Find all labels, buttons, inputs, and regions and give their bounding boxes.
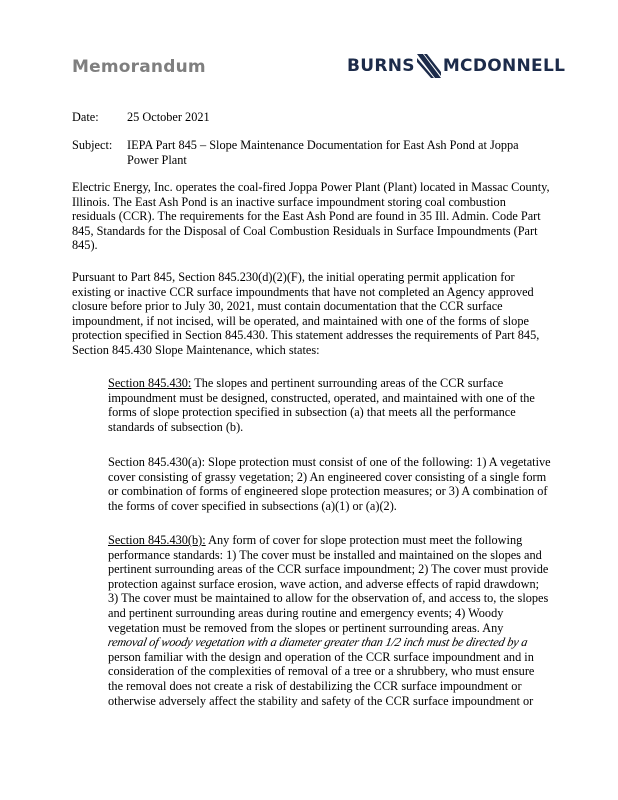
subject-value: IEPA Part 845 – Slope Maintenance Documentation for East Ash Pond at Joppa Power Plant bbox=[127, 138, 519, 167]
date-label: Date: bbox=[72, 110, 99, 124]
pursuant-paragraph: Pursuant to Part 845, Section 845.230(d)(2)(F), the initial operating permit application for existing or inactive CCR surface impoundments that have not completed an Agency approved closure before prior to July 30, 2021, must contain documentation that the CCR surface impoundment, if not incised, will be operated, and maintained with one of the forms of slope protection specified in Section 845.430. This statement addresses the requirements of Part 845, Section 845.430 Slope Maintenance, which states: bbox=[72, 270, 540, 357]
company-logo bbox=[347, 51, 565, 81]
section-845-430b-distorted-line: removal of woody vegetation with a diameter greater than 1/2 inch must be directed by a bbox=[106, 635, 529, 650]
section-845-430-ref: Section 845.430: bbox=[108, 376, 192, 390]
section-845-430a-quote: Section 845.430(a): Slope protection must consist of one of the following: 1) A vegetative cover consisting of grassy vegetation; 2) An engineered cover consisting of a single form or combination of forms of engineered slope protection measures; or 3) A combination of the forms of cover specified in subsections (a)(1) or (a)(2). bbox=[108, 455, 551, 513]
logo-stripes-icon bbox=[416, 52, 442, 80]
logo-text-right: MCDONNELL bbox=[442, 56, 566, 76]
section-845-430b-text-continued: person familiar with the design and operation of the CCR surface impoundment and in consideration of the complexities of removal of a tree or a shrubbery, who must ensure the removal does not create a risk of destabilizing the CCR surface impoundment or otherwise adversely affect the stability and safety of the CCR surface impoundment or bbox=[108, 649, 535, 708]
date-row bbox=[72, 110, 527, 125]
section-845-430b-ref: Section 845.430(b): bbox=[108, 533, 206, 547]
section-845-430b-quote bbox=[108, 533, 552, 708]
section-845-430b-text: Any form of cover for slope protection must meet the following performance standards: 1) The cover must be installed and maintained on the slopes and pertinent surrounding areas of the CCR surface impoundment; 2) The cover must provide protection against surface erosion, wave action, and adverse effects of rapid drawdown; 3) The cover must be maintained to allow for the observation of, and access to, the slopes and pertinent surrounding areas during routine and emergency events; 4) Woody vegetation must be removed from the slopes or pertinent surrounding areas. Any bbox=[108, 533, 549, 635]
logo-text-left: BURNS bbox=[347, 56, 415, 76]
intro-paragraph: Electric Energy, Inc. operates the coal-fired Joppa Power Plant (Plant) located in Massac County, Illinois. The East Ash Pond is an inactive surface impoundment storing coal combustion residuals (CCR). The requirements for the East Ash Pond are found in 35 Ill. Admin. Code Part 845, Standards for the Disposal of Coal Combustion Residuals in Surface Impoundments (Part 845). bbox=[72, 180, 550, 253]
section-845-430-quote bbox=[108, 376, 552, 434]
subject-row bbox=[72, 138, 522, 167]
subject-label: Subject: bbox=[72, 138, 113, 152]
section-845-430-text: The slopes and pertinent surrounding areas of the CCR surface impoundment must be designed, constructed, operated, and maintained with one of the forms of slope protection specified in subsection (a) that meets all the performance standards of subsection (b). bbox=[108, 376, 535, 434]
memo-title: Memorandum bbox=[72, 57, 206, 77]
date-value: 25 October 2021 bbox=[127, 110, 210, 124]
